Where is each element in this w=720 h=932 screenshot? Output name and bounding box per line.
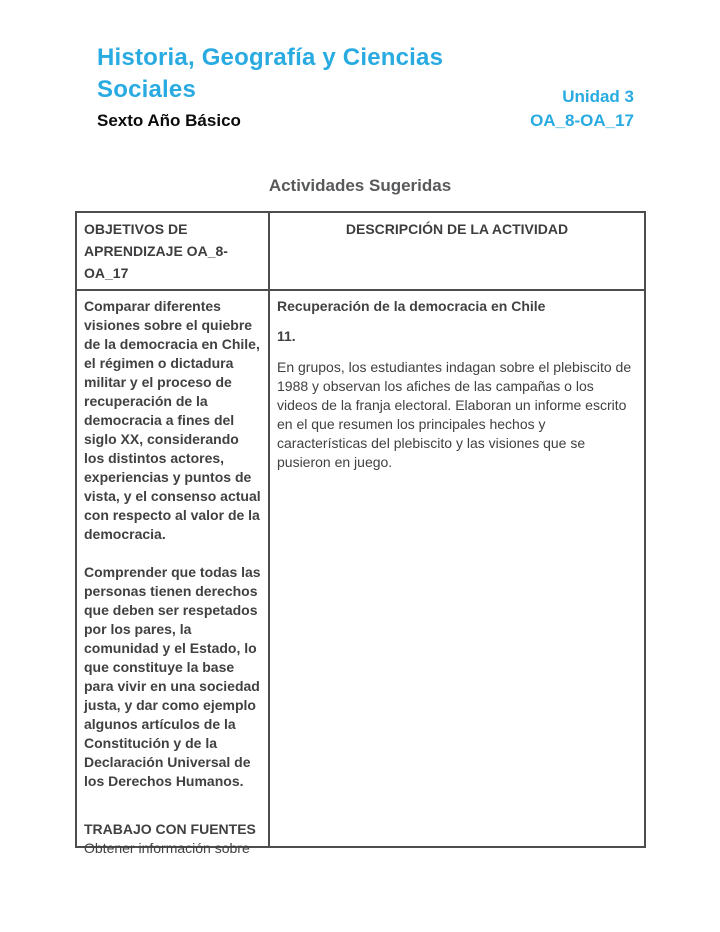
oa-range-label: OA_8-OA_17	[530, 111, 634, 130]
objective-paragraph-2: Comprender que todas las personas tienen derechos que deben ser respetados por los pares, la comunidad y el Estado, lo que constituye la base para vivir en una sociedad justa, y dar como ejemplo algunos artículos de la Constitución y de la Declaración Universal de los Derechos Humanos.	[84, 564, 261, 789]
column-header-objectives: OBJETIVOS DE APRENDIZAJE OA_8-OA_17	[76, 212, 269, 290]
activity-number: 11.	[277, 328, 296, 344]
unit-label: Unidad 3	[562, 87, 634, 106]
document-header	[97, 42, 634, 133]
activity-description: En grupos, los estudiantes indagan sobre el plebiscito de 1988 y observan los afiches de las campañas o los videos de la franja electoral. Elaboran un informe escrito en el que resumen los principales hechos y características del plebiscito y las visiones que se pusieron en juego.	[277, 359, 632, 470]
objectives-cell-content	[84, 297, 261, 856]
header-right	[530, 85, 634, 133]
activities-table	[75, 211, 646, 856]
sources-heading: TRABAJO CON FUENTES	[84, 821, 256, 837]
objective-paragraph-1: Comparar diferentes visiones sobre el quiebre de la democracia en Chile, el régimen o dictadura militar y el proceso de recuperación de la democracia a fines del siglo XX, considerando los distintos actores, experiencias y puntos de vista, y el consenso actual con respecto al valor de la democracia.	[84, 298, 261, 542]
course-title: Historia, Geografía y Ciencias Sociales	[97, 44, 444, 103]
objectives-cell	[76, 290, 269, 856]
grade-level: Sexto Año Básico	[97, 111, 241, 130]
activity-title: Recuperación de la democracia en Chile	[277, 298, 546, 314]
activity-cell-content	[277, 297, 637, 837]
table-header-row	[76, 212, 645, 290]
header-left	[97, 42, 517, 133]
activity-cell	[269, 290, 645, 847]
table-row	[76, 290, 645, 847]
column-header-description: DESCRIPCIÓN DE LA ACTIVIDAD	[269, 212, 645, 290]
sources-text: Obtener información sobre	[84, 840, 250, 856]
section-title: Actividades Sugeridas	[268, 176, 452, 195]
